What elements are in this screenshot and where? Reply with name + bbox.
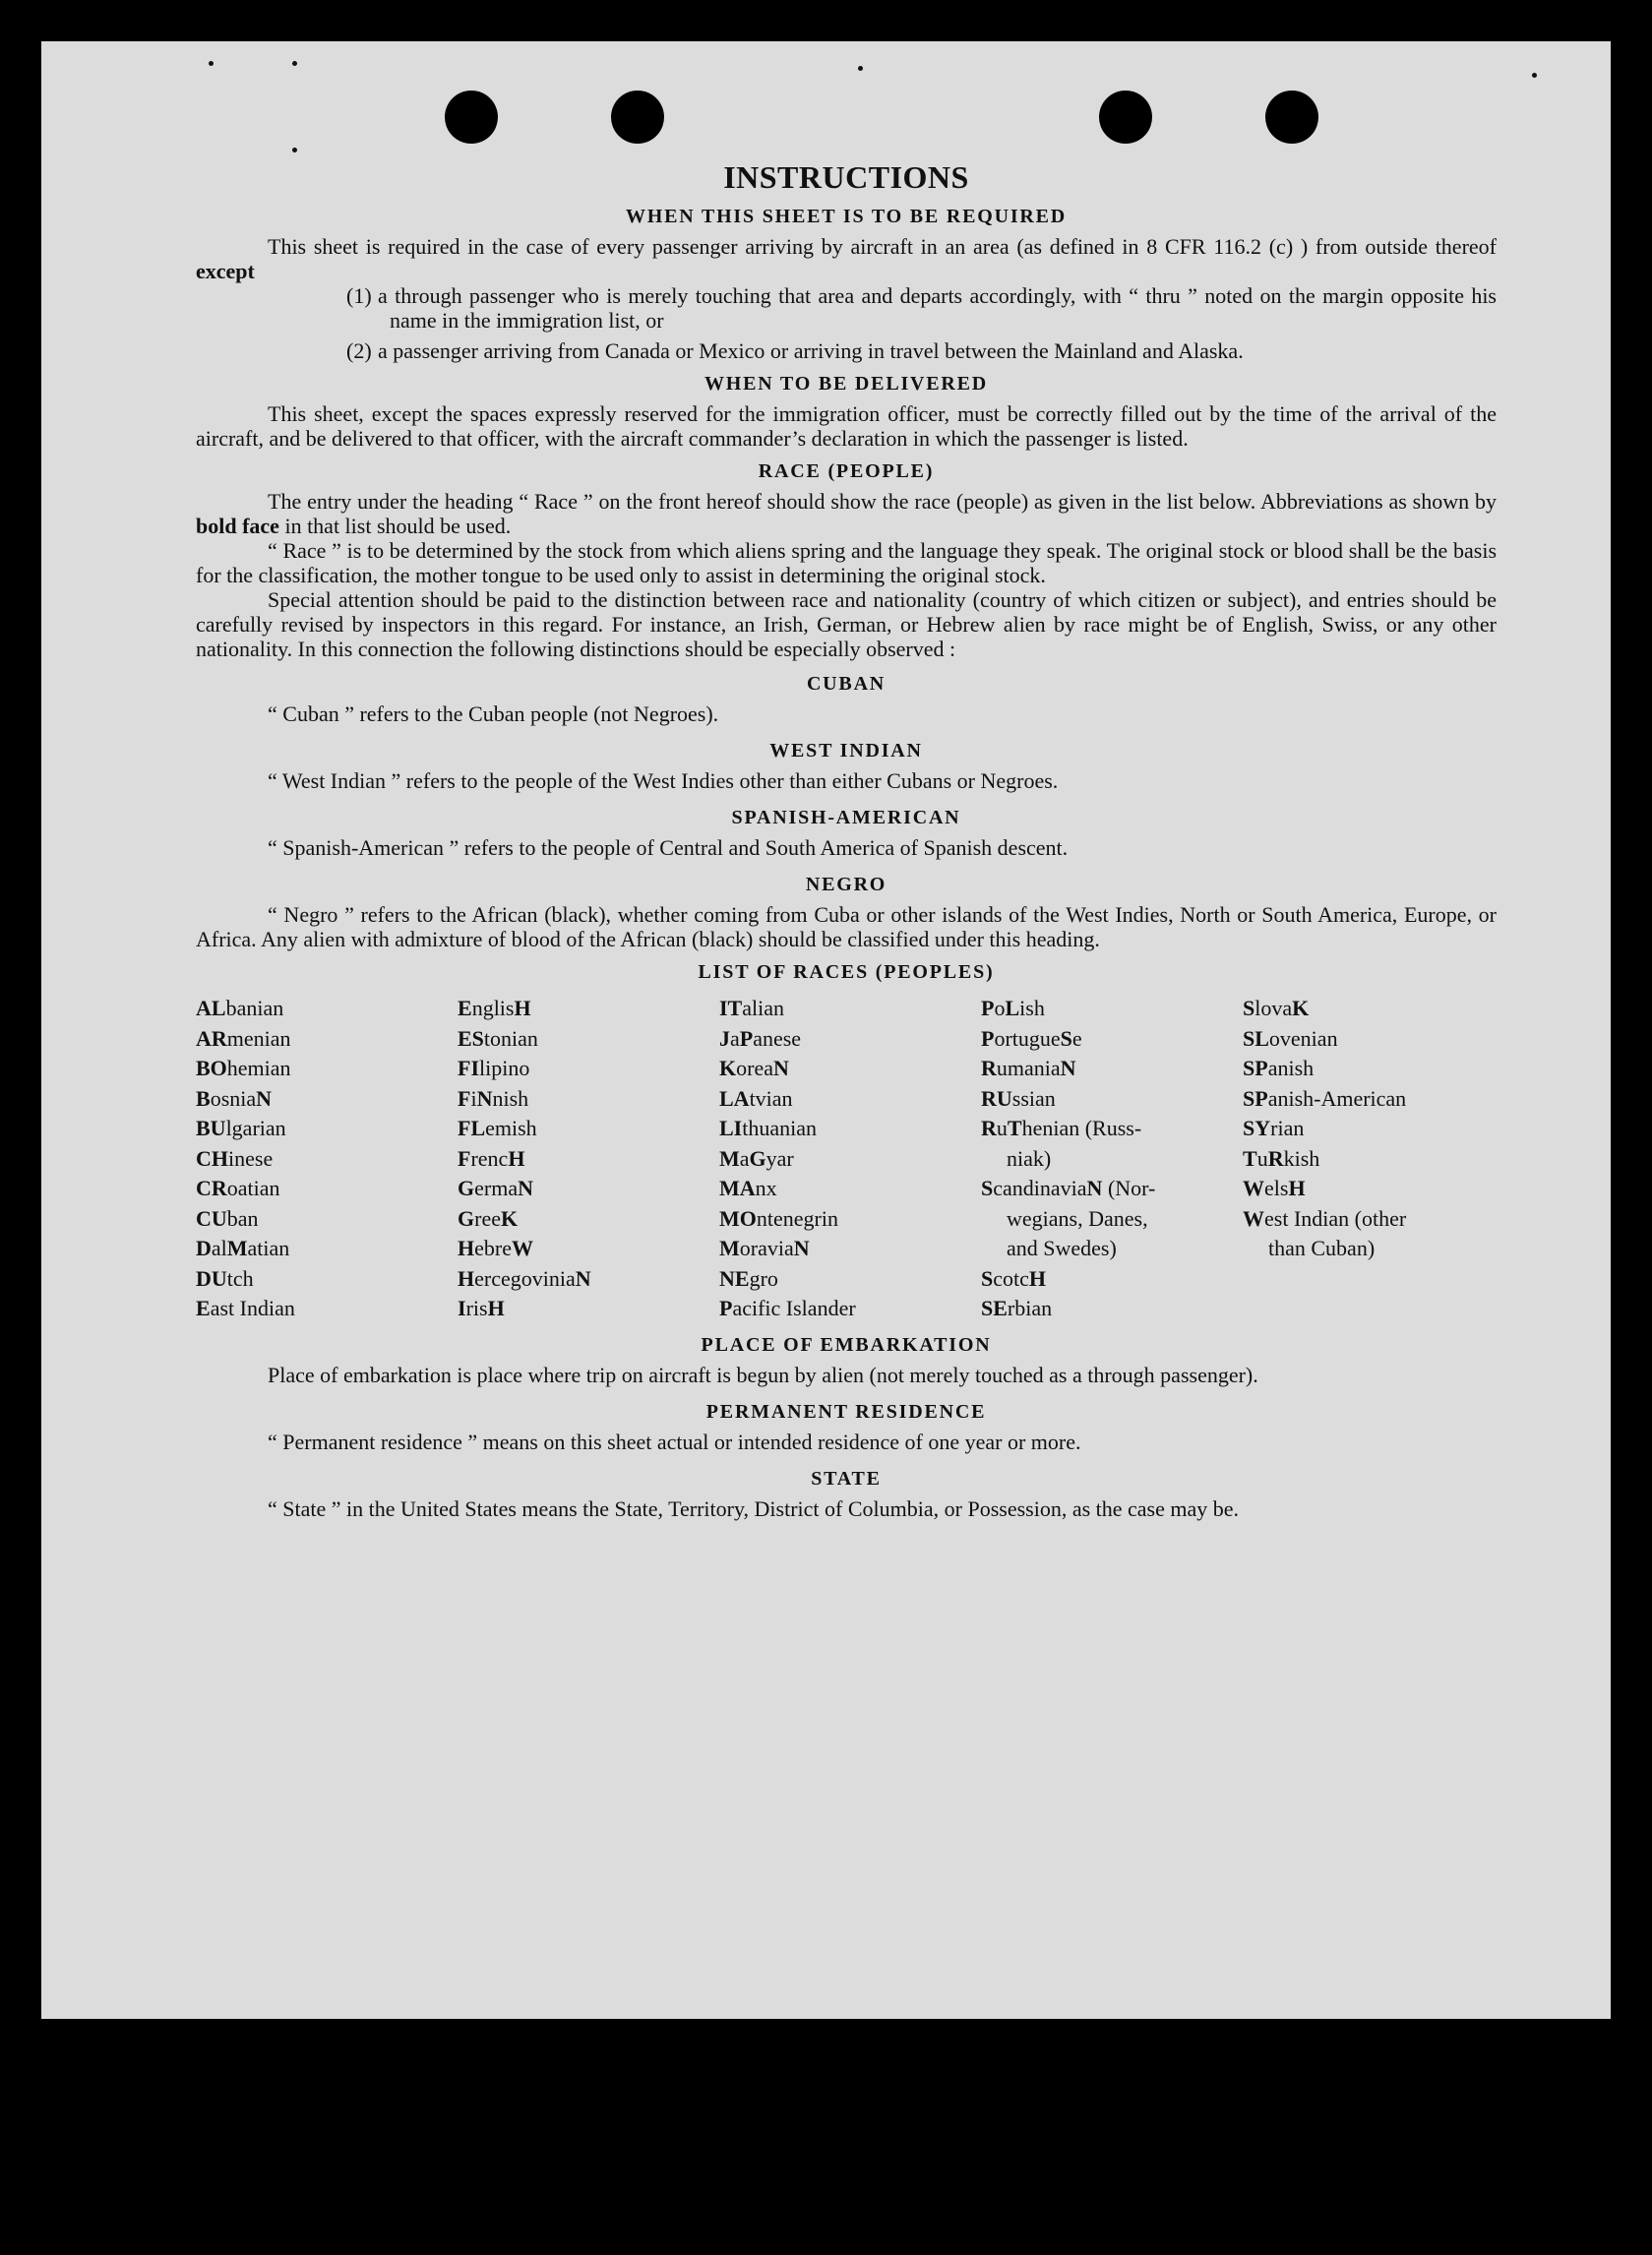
paragraph: “ State ” in the United States means the State, Territory, District of Columbia, or Possession, as the case may be. — [268, 1495, 1240, 1521]
race-entry: ITalian — [719, 996, 785, 1020]
punch-hole — [611, 91, 664, 144]
race-entry: TuRkish — [1243, 1145, 1320, 1171]
race-entry: RuThenian (Russ- niak) — [981, 1116, 1142, 1171]
race-entry: LIthuanian — [719, 1116, 818, 1140]
race-entry: KoreaN — [719, 1056, 789, 1080]
section-heading: WHEN THIS SHEET IS TO BE REQUIRED — [625, 206, 1068, 227]
paragraph: The entry under the heading “ Race ” on the front hereof should show the race (people) as given in the list below. Abbreviations as shown by bold face in that list should be used. — [196, 489, 1497, 538]
race-entry: ScandinaviaN (Nor- wegians, Danes, and Swedes) — [981, 1176, 1156, 1260]
race-entry: IrisH — [458, 1296, 505, 1320]
section-heading: SPANISH-AMERICAN — [731, 807, 961, 828]
race-entry: MaGyar — [719, 1145, 794, 1171]
speck — [1532, 73, 1537, 78]
race-entry: HebreW — [458, 1236, 533, 1260]
section-heading: PLACE OF EMBARKATION — [701, 1333, 992, 1356]
race-entry: RUssian — [981, 1085, 1056, 1111]
section-heading: WHEN TO BE DELIVERED — [704, 373, 989, 395]
section-heading: NEGRO — [805, 874, 887, 895]
race-entry: NEgro — [719, 1265, 778, 1291]
list-item: (1) a through passenger who is merely touching that area and departs accordingly, with “ thru ” noted on the margin opposite his name in the immigration list, or — [346, 283, 1497, 333]
race-entry: ARmenian — [196, 1025, 291, 1051]
race-entry: EnglisH — [458, 996, 531, 1020]
race-entry: SErbian — [981, 1296, 1053, 1320]
page-title: INSTRUCTIONS — [723, 159, 969, 195]
race-entry: ScotcH — [981, 1265, 1047, 1291]
speck — [858, 66, 863, 71]
punch-hole — [1265, 91, 1318, 144]
race-entry: ALbanian — [196, 996, 284, 1020]
race-entry: SPanish — [1243, 1056, 1315, 1080]
paragraph: “ Cuban ” refers to the Cuban people (not Negroes). — [268, 701, 719, 726]
paragraph: Place of embarkation is place where trip on aircraft is begun by alien (not merely touched as a through passenger). — [268, 1362, 1258, 1387]
race-entry: SYrian — [1243, 1116, 1305, 1140]
race-entry: MOntenegrin — [719, 1205, 838, 1231]
race-entry: West Indian (other than Cuban) — [1243, 1205, 1407, 1260]
speck — [292, 61, 297, 66]
race-column — [458, 994, 719, 1324]
race-column — [981, 994, 1243, 1324]
race-entry: BosniaN — [196, 1085, 273, 1111]
race-entry: SLovenian — [1243, 1025, 1338, 1051]
race-entry: BUlgarian — [196, 1116, 286, 1140]
race-entry: CHinese — [196, 1145, 274, 1171]
race-entry: BOhemian — [196, 1056, 291, 1080]
race-entry: PortugueSe — [981, 1025, 1082, 1051]
paragraph: This sheet is required in the case of every passenger arriving by aircraft in an area (as defined in 8 CFR 116.2 (c) ) from outside thereof except — [196, 234, 1497, 283]
section-heading: PERMANENT RESIDENCE — [705, 1400, 987, 1423]
section-heading: STATE — [811, 1467, 882, 1490]
race-entry: EStonian — [458, 1025, 538, 1051]
paragraph: “ Spanish-American ” refers to the people of Central and South America of Spanish descent. — [268, 835, 1069, 860]
race-column — [1243, 994, 1497, 1324]
race-entry: MoraviaN — [719, 1236, 810, 1260]
race-entry: FIlipino — [458, 1056, 530, 1080]
race-column — [196, 994, 458, 1324]
punch-hole — [1099, 91, 1152, 144]
race-entry: Pacific Islander — [719, 1296, 856, 1320]
speck — [209, 61, 214, 66]
punch-hole — [445, 91, 498, 144]
race-entry: CUban — [196, 1205, 259, 1231]
paragraph: “ Permanent residence ” means on this sheet actual or intended residence of one year or more. — [268, 1429, 1081, 1454]
race-column — [719, 994, 981, 1324]
race-entry: FiNnish — [458, 1085, 529, 1111]
race-entry: LAtvian — [719, 1085, 793, 1111]
paragraph: “ West Indian ” refers to the people of the West Indies other than either Cubans or Negroes. — [268, 768, 1059, 793]
race-entry: FLemish — [458, 1116, 537, 1140]
race-list — [196, 994, 1497, 1324]
race-entry: MAnx — [719, 1176, 777, 1200]
list-item: (2) a passenger arriving from Canada or Mexico or arriving in travel between the Mainland and Alaska. — [346, 338, 1244, 363]
section-heading: CUBAN — [806, 673, 887, 695]
section-heading: LIST OF RACES (PEOPLES) — [698, 961, 995, 983]
paragraph: Special attention should be paid to the distinction between race and nationality (country of which citizen or subject), and entries should be carefully revised by inspectors in this regard. For instance, an Irish, German, or Hebrew alien by race might be of English, Swiss, or any other nationality. In this connection the following distinctions should be especially observed : — [196, 587, 1497, 661]
paragraph: This sheet, except the spaces expressly reserved for the immigration officer, must be correctly filled out by the time of the arrival of the aircraft, and be delivered to that officer, with the aircraft commander’s declaration in which the passenger is listed. — [196, 401, 1497, 451]
race-entry: East Indian — [196, 1296, 295, 1320]
paragraph: “ Negro ” refers to the African (black), whether coming from Cuba or other islands of the West Indies, North or South America, Europe, or Africa. Any alien with admixture of blood of the African (black) should be classified under this heading. — [196, 902, 1497, 951]
race-entry: PoLish — [981, 996, 1045, 1020]
race-entry: FrencH — [458, 1145, 525, 1171]
race-entry: SlovaK — [1243, 996, 1310, 1020]
race-entry: WelsH — [1243, 1176, 1306, 1200]
race-entry: HercegoviniaN — [458, 1265, 591, 1291]
section-heading: RACE (PEOPLE) — [758, 460, 935, 482]
race-entry: DalMatian — [196, 1236, 290, 1260]
section-heading: WEST INDIAN — [769, 740, 923, 762]
race-entry: JaPanese — [719, 1025, 802, 1051]
instructions-body — [196, 159, 1497, 1521]
race-entry: RumaniaN — [981, 1056, 1076, 1080]
race-entry: GermaN — [458, 1176, 533, 1200]
document-page — [41, 41, 1611, 2019]
paragraph: “ Race ” is to be determined by the stock from which aliens spring and the language they speak. The original stock or blood shall be the basis for the classification, the mother tongue to be used only to assist in determining the original stock. — [196, 538, 1497, 587]
race-entry: CRoatian — [196, 1176, 280, 1200]
race-entry: SPanish-American — [1243, 1085, 1407, 1111]
race-entry: GreeK — [458, 1205, 519, 1231]
race-entry: DUtch — [196, 1265, 254, 1291]
speck — [292, 148, 297, 152]
